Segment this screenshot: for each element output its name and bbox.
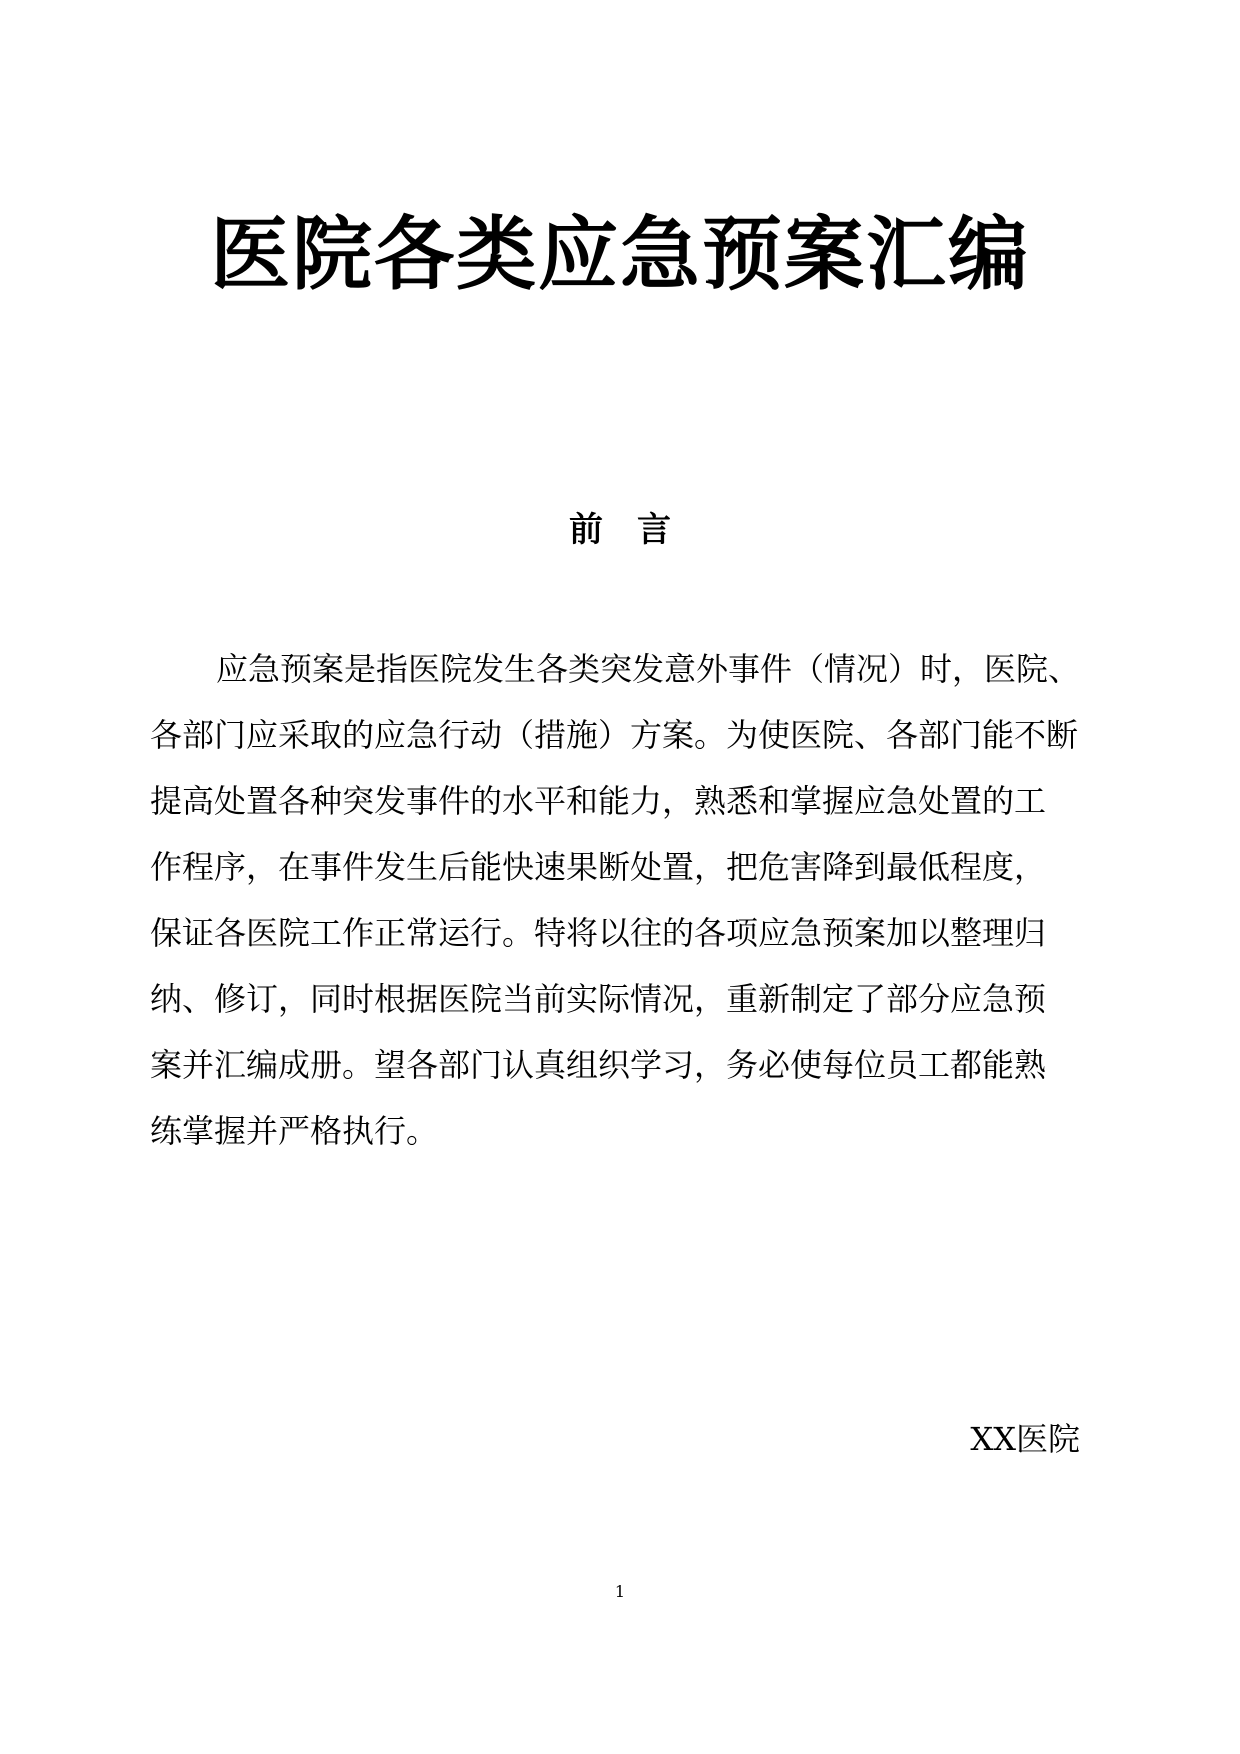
- preface-heading: 前 言: [569, 510, 671, 550]
- preface-line: 提高处置各种突发事件的水平和能力，熟悉和掌握应急处置的工: [150, 782, 1047, 820]
- preface-line: 应急预案是指医院发生各类突发意外事件（情况）时，医院、: [216, 650, 1081, 688]
- preface-line: 案并汇编成册。望各部门认真组织学习，务必使每位员工都能熟: [150, 1046, 1047, 1084]
- preface-line: 练掌握并严格执行。: [150, 1112, 439, 1150]
- preface-line: 各部门应采取的应急行动（措施）方案。为使医院、各部门能不断: [150, 716, 1079, 754]
- signature: XX医院: [970, 1420, 1080, 1458]
- preface-line: 纳、修订，同时根据医院当前实际情况，重新制定了部分应急预: [150, 980, 1047, 1018]
- document-title: 医院各类应急预案汇编: [210, 208, 1030, 301]
- page-number: 1: [614, 1582, 626, 1601]
- preface-body: [150, 636, 1080, 1164]
- preface-line: 作程序，在事件发生后能快速果断处置，把危害降到最低程度，: [150, 848, 1047, 886]
- preface-line: 保证各医院工作正常运行。特将以往的各项应急预案加以整理归: [150, 914, 1047, 952]
